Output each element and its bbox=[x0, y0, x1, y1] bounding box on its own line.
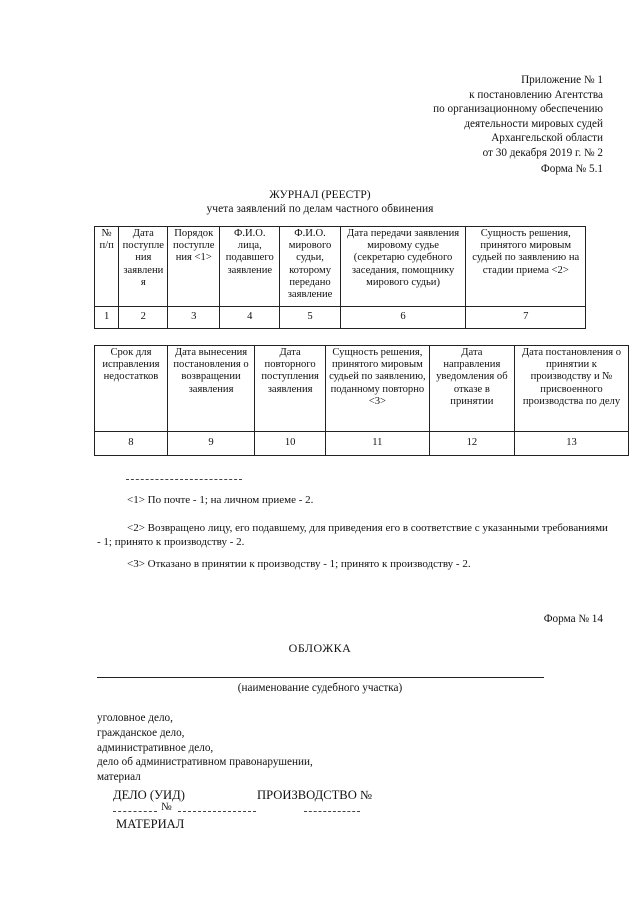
form-14-label: Форма № 14 bbox=[543, 613, 603, 625]
table-header-cell: Сущность решения, принятого мировым судьей по заявлению, поданному повторно <3> bbox=[326, 346, 430, 432]
table-header-cell: Дата направления уведомления об отказе в принятии bbox=[429, 346, 514, 432]
journal-table-part1 bbox=[94, 226, 586, 329]
journal-title: ЖУРНАЛ (РЕЕСТР) bbox=[269, 189, 371, 201]
table-header-cell: Дата повторного поступления заявления bbox=[255, 346, 326, 432]
proceeding-label: ПРОИЗВОДСТВО № bbox=[257, 788, 372, 802]
table-number-cell: 12 bbox=[429, 432, 514, 456]
table-header-cell: № п/п bbox=[95, 227, 119, 307]
table-number-row bbox=[95, 432, 629, 456]
header-line: Приложение № 1 bbox=[521, 74, 603, 86]
case-type-item: уголовное дело, bbox=[97, 712, 173, 724]
table-header-cell: Дата постановления о принятии к производству и № присвоенного производства по делу bbox=[514, 346, 628, 432]
table-header-cell: Срок для исправления недостатков bbox=[95, 346, 168, 432]
table-header-row bbox=[95, 346, 629, 432]
table-header-cell: Ф.И.О. лица, подавшего заявление bbox=[220, 227, 280, 307]
court-name-caption: (наименование судебного участка) bbox=[237, 682, 403, 694]
table-header-cell: Ф.И.О. мирового судьи, которому передано заявление bbox=[280, 227, 340, 307]
footnote-2-continuation: - 1; принято к производству - 2. bbox=[97, 536, 245, 548]
header-line: Архангельской области bbox=[491, 132, 603, 145]
table-number-cell: 6 bbox=[340, 307, 466, 329]
table-number-cell: 7 bbox=[466, 307, 586, 329]
case-uid-blank bbox=[178, 811, 256, 812]
header-line: к постановлению Агентства bbox=[469, 88, 603, 101]
case-type-item: материал bbox=[97, 771, 141, 784]
header-line: от 30 декабря 2019 г. № 2 bbox=[482, 146, 603, 159]
table-number-cell: 8 bbox=[95, 432, 168, 456]
case-type-list bbox=[97, 711, 313, 785]
court-name-line bbox=[97, 677, 544, 678]
table-header-cell: Дата поступле ния заявлени я bbox=[119, 227, 168, 307]
cover-title: ОБЛОЖКА bbox=[288, 641, 352, 655]
form-5-1-label: Форма № 5.1 bbox=[540, 163, 603, 175]
material-label: МАТЕРИАЛ bbox=[116, 817, 185, 831]
footnote-2: <2> Возвращено лицу, его подавшему, для приведения его в соответствие с указанными требованиями bbox=[127, 522, 608, 534]
case-uid-label: ДЕЛО (УИД) bbox=[113, 788, 185, 802]
table-header-cell: Дата передачи заявления мировому судье (секретарю судебного заседания, помощнику мирового судьи) bbox=[340, 227, 466, 307]
journal-subtitle: учета заявлений по делам частного обвинения bbox=[206, 203, 434, 215]
table-number-cell: 4 bbox=[220, 307, 280, 329]
table-header-cell: Дата вынесения постановления о возвращении заявления bbox=[167, 346, 254, 432]
table-number-cell: 5 bbox=[280, 307, 340, 329]
table-number-cell: 13 bbox=[514, 432, 628, 456]
table-header-cell: Порядок поступле ния <1> bbox=[168, 227, 220, 307]
number-sign: № bbox=[161, 801, 172, 813]
case-type-item: административное дело, bbox=[97, 741, 214, 754]
table-number-cell: 3 bbox=[168, 307, 220, 329]
header-line: по организационному обеспечению bbox=[433, 103, 603, 116]
footnote-1: <1> По почте - 1; на личном приеме - 2. bbox=[127, 494, 314, 506]
table-number-row bbox=[95, 307, 586, 329]
appendix-header bbox=[433, 73, 603, 161]
case-number-blank bbox=[113, 811, 157, 812]
case-type-item: дело об административном правонарушении, bbox=[97, 756, 313, 769]
table-number-cell: 9 bbox=[167, 432, 254, 456]
table-number-cell: 1 bbox=[95, 307, 119, 329]
table-header-cell: Сущность решения, принятого мировым судьей по заявлению на стадии приема <2> bbox=[466, 227, 586, 307]
footnote-separator bbox=[126, 479, 242, 480]
table-number-cell: 10 bbox=[255, 432, 326, 456]
table-number-cell: 2 bbox=[119, 307, 168, 329]
journal-table-part2 bbox=[94, 345, 629, 456]
table-header-row bbox=[95, 227, 586, 307]
table-number-cell: 11 bbox=[326, 432, 430, 456]
case-type-item: гражданское дело, bbox=[97, 726, 185, 739]
header-line: деятельности мировых судей bbox=[464, 117, 603, 130]
proceeding-number-blank bbox=[304, 811, 360, 812]
footnote-3: <3> Отказано в принятии к производству - 1; принято к производству - 2. bbox=[127, 558, 471, 570]
